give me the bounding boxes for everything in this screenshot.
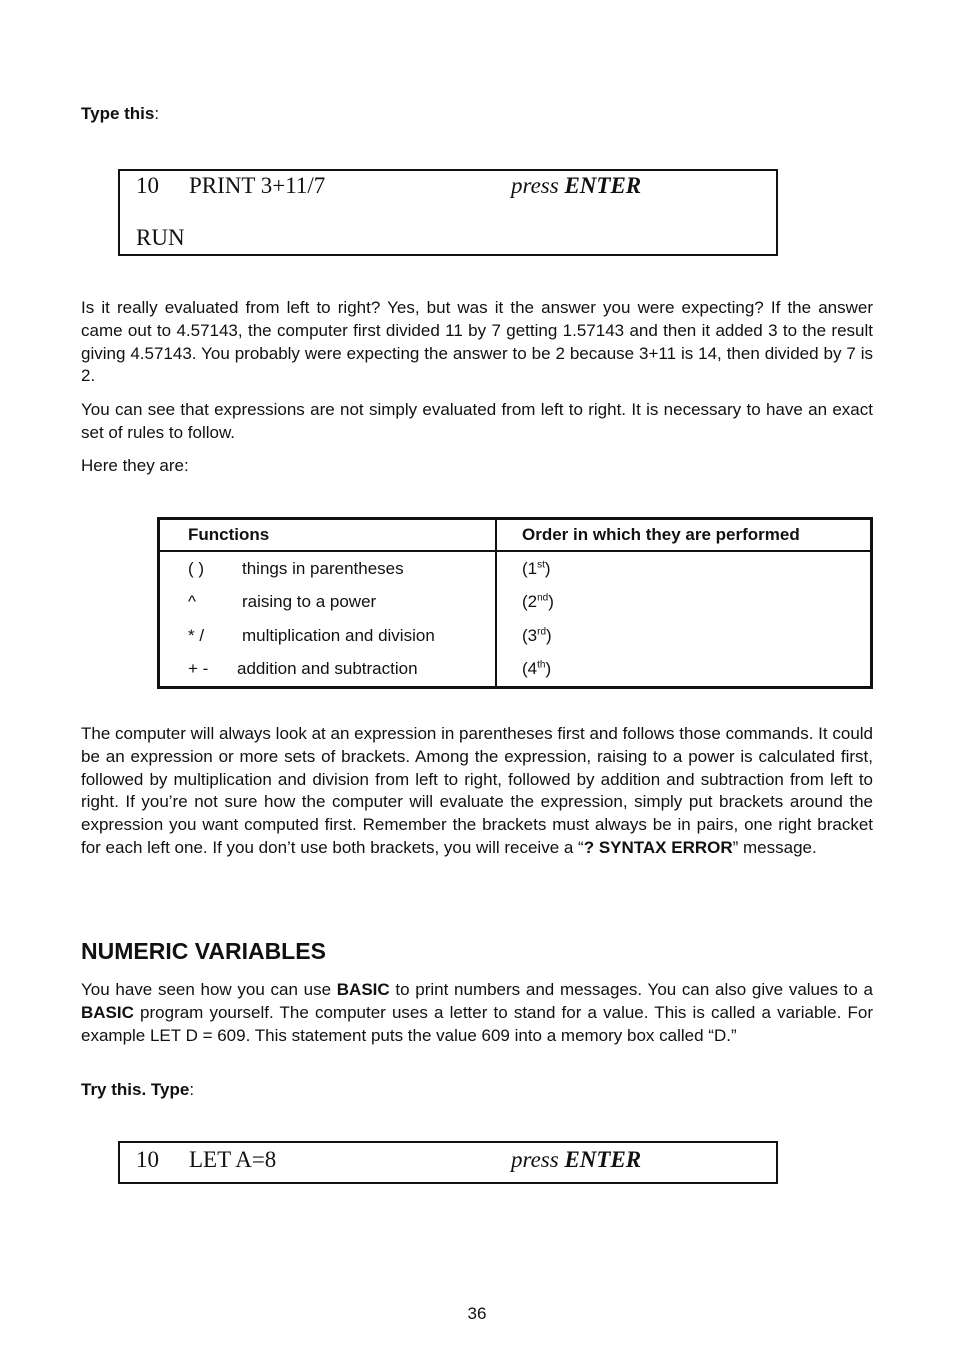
function-description: things in parentheses [242,558,404,578]
table-row [159,619,872,653]
code-command-run: RUN [136,225,185,250]
line-number: 10 [136,173,159,198]
code-box-let [118,1141,778,1184]
paragraph-text: to print numbers and messages. You can also give values to a [389,980,874,999]
press-word: press [511,173,559,198]
order-suffix: st [537,559,545,571]
colon: : [189,1080,195,1099]
order-of-operations-table [157,517,873,689]
function-cell [159,551,497,586]
order-number: (4 [522,659,538,679]
instruction-type-this [81,104,159,124]
press-enter-hint [511,173,641,199]
basic-keyword: BASIC [336,980,390,999]
code-line-1 [136,173,325,199]
function-description: multiplication and division [242,625,435,645]
paragraph-text-end: ” message. [732,837,817,857]
press-enter-hint [511,1147,641,1173]
order-number: (3 [522,625,538,645]
instruction-label: Try this. Type [81,1080,190,1099]
press-word: press [511,1147,559,1172]
order-close: ) [548,592,554,612]
table-row [159,586,872,620]
section-heading: NUMERIC VARIABLES [81,938,326,964]
operator-symbol: + - [188,659,209,679]
order-suffix: nd [537,592,549,604]
paragraph-numeric-variables [81,979,873,1047]
function-description: addition and subtraction [237,659,418,679]
basic-keyword: BASIC [81,1002,134,1022]
table-header-row [159,519,872,552]
header-order: Order in which they are performed [496,519,872,552]
line-number: 10 [136,1147,159,1172]
order-number: (1 [522,558,538,578]
paragraph-here-they-are: Here they are: [81,456,189,475]
order-cell [496,586,872,620]
function-cell [159,653,497,688]
order-number: (2 [522,592,538,612]
code-command: LET A=8 [189,1147,277,1172]
table-row [159,551,872,586]
paragraph-text: You have seen how you can use [81,980,337,999]
operator-symbol: ( ) [188,558,205,578]
order-cell [496,551,872,586]
enter-key-label: ENTER [564,173,642,198]
function-cell [159,586,497,620]
header-functions: Functions [159,519,497,552]
enter-key-label: ENTER [564,1147,642,1172]
paragraph-text: The computer will always look at an expression in parentheses first and follows those commands. It could be an expression or more sets of brackets. Among the expression, raising to a power is calculated first, followed by multiplication and division from left to right, followed by addition and subtraction from left to right. If you’re not sure how the computer will evaluate the expression, simply put brackets around the expression you want computed first. Remember the brackets must always be in pairs, one right bracket for each left one. If you don’t use both brackets, you will receive a “ [81,724,873,857]
paragraph-text: program yourself. The computer uses a letter to stand for a value. This is called a variable. For example LET D = 609. This statement puts the value 609 into a memory box called “D.” [81,1002,873,1045]
code-box-print [118,169,778,256]
paragraph-parentheses [81,723,873,860]
paragraph-rules-intro: You can see that expressions are not simply evaluated from left to right. It is necessary to have an exact set of rules to follow. [81,400,873,442]
function-cell [159,619,497,653]
syntax-error-message: ? SYNTAX ERROR [583,837,733,857]
order-close: ) [546,625,552,645]
order-close: ) [545,659,552,679]
code-line-2 [136,225,185,251]
order-cell [496,653,872,688]
code-line-1 [136,1147,276,1173]
code-command: PRINT 3+11/7 [189,173,326,198]
table-row [159,653,872,688]
order-suffix: th [537,659,546,671]
page-number: 36 [467,1304,487,1323]
function-description: raising to a power [242,592,377,612]
paragraph-evaluation: Is it really evaluated from left to right? Yes, but was it the answer you were expecting? If the answer came out to 4.57143, the computer first divided 11 by 7 getting 1.57143 and then it added 3 to the result giving 4.57143. You probably were expecting the answer to be 2 because 3+11 is 14, then divided by 7 is 2. [81,298,873,386]
instruction-label: Type this [81,104,155,123]
order-close: ) [544,558,551,578]
order-cell [496,619,872,653]
operator-symbol: * / [188,625,205,645]
instruction-try-this [81,1080,194,1100]
order-suffix: rd [537,626,547,638]
operator-symbol: ^ [188,592,196,612]
colon: : [154,104,160,123]
